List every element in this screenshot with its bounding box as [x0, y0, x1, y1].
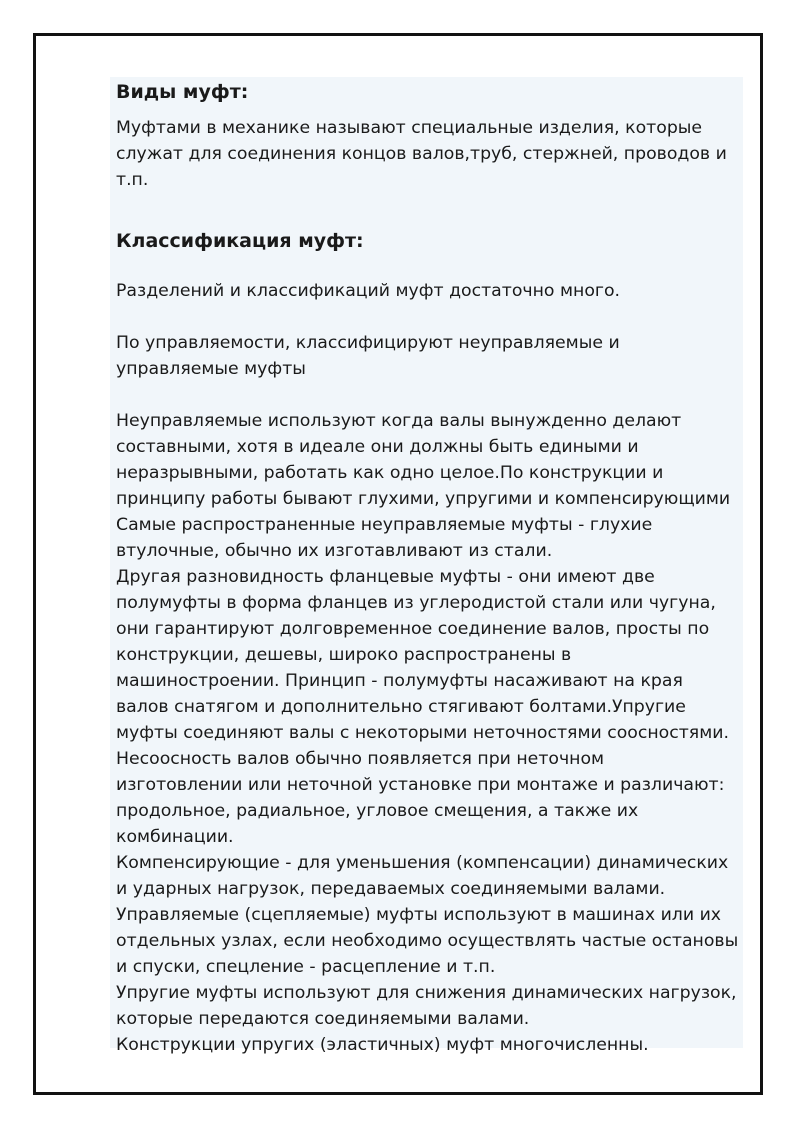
heading-coupling-types: Виды муфт: [116, 81, 249, 103]
text-line: т.п. [116, 170, 149, 190]
text-line: и спуски, спецление - расцепление и т.п. [116, 957, 496, 977]
text-line: По управляемости, классифицируют неуправляемые и [116, 333, 620, 353]
paragraph-controllability [116, 330, 756, 382]
text-line: составными, хотя в идеале они должны быть едиными и [116, 437, 639, 457]
text-line: Другая разновидность фланцевые муфты - они имеют две [116, 567, 655, 587]
text-line: неразрывными, работать как одно целое.По конструкции и [116, 463, 664, 483]
text-line: Разделений и классификаций муфт достаточно много. [116, 281, 621, 301]
text-line: Муфтами в механике называют специальные изделия, которые [116, 118, 703, 138]
text-line: принципу работы бывают глухими, упругими и компенсирующими [116, 489, 731, 509]
document-content [116, 78, 756, 1058]
paragraph-definition [116, 115, 756, 193]
text-line: муфты соединяют валы с некоторыми неточностями соосностями. [116, 723, 729, 743]
text-line: Управляемые (сцепляемые) муфты используют в машинах или их [116, 905, 722, 925]
text-line: они гарантируют долговременное соединение валов, просты по [116, 619, 710, 639]
text-line: которые передаются соединяемыми валами. [116, 1009, 530, 1029]
text-line: Конструкции упругих (эластичных) муфт многочисленны. [116, 1035, 649, 1055]
text-line: и ударных нагрузок, передаваемых соединяемыми валами. [116, 879, 666, 899]
text-line: машиностроении. Принцип - полумуфты насаживают на края [116, 671, 683, 691]
text-line: валов снатягом и дополнительно стягивают болтами.Упругие [116, 697, 686, 717]
text-line: продольное, радиальное, угловое смещения, а также их [116, 801, 639, 821]
text-line: Упругие муфты используют для снижения динамических нагрузок, [116, 983, 737, 1003]
text-line: Несоосность валов обычно появляется при неточном [116, 749, 605, 769]
text-line: Компенсирующие - для уменьшения (компенсации) динамических [116, 853, 729, 873]
text-line: отдельных узлах, если необходимо осуществлять частые остановы [116, 931, 739, 951]
text-line: втулочные, обычно их изготавливают из стали. [116, 541, 553, 561]
text-line: служат для соединения концов валов,труб, стержней, проводов и [116, 144, 727, 164]
paragraph-intro [116, 278, 756, 304]
text-line: конструкции, дешевы, широко распространены в [116, 645, 572, 665]
heading-classification: Классификация муфт: [116, 230, 364, 252]
paragraph-details [116, 408, 756, 1058]
text-line: изготовлении или неточной установке при монтаже и различают: [116, 775, 725, 795]
text-line: комбинации. [116, 827, 234, 847]
text-line: Самые распространенные неуправляемые муфты - глухие [116, 515, 653, 535]
text-line: Неуправляемые используют когда валы вынужденно делают [116, 411, 682, 431]
text-line: управляемые муфты [116, 359, 306, 379]
text-line: полумуфты в форма фланцев из углеродистой стали или чугуна, [116, 593, 716, 613]
